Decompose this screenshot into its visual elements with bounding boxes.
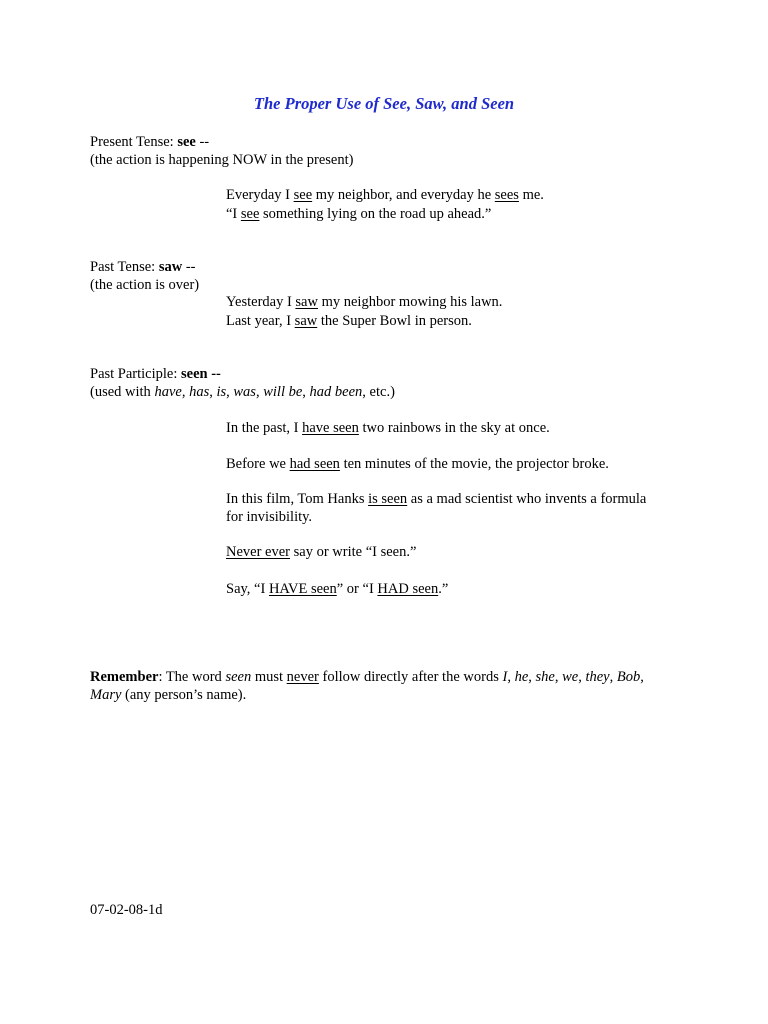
italic-word: Bob [616, 669, 641, 685]
underlined-phrase: Never ever [226, 544, 290, 560]
italic-word: Mary [90, 687, 122, 703]
text: , [181, 384, 190, 400]
text: , [226, 384, 234, 400]
text: , etc.) [362, 384, 395, 400]
italic-word: he [514, 669, 529, 685]
italic-word: she [535, 669, 555, 685]
text: In the past, I [226, 420, 303, 436]
heading-dash: -- [195, 134, 210, 150]
italic-word: had been [309, 384, 363, 400]
text: Last year, I [226, 313, 295, 329]
underlined-phrase: is seen [368, 491, 408, 507]
text: : The word [158, 669, 226, 685]
past-tense-heading [90, 258, 195, 276]
italic-word: seen [225, 669, 252, 685]
underlined-word: sees [494, 187, 519, 203]
text: .” [438, 581, 449, 597]
past-tense-note: (the action is over) [90, 277, 200, 293]
italic-word: they [585, 669, 610, 685]
remember-note-line-2 [90, 686, 246, 704]
text: , [528, 669, 536, 685]
underlined-word: saw [294, 313, 318, 329]
text: , [255, 384, 264, 400]
text: follow directly after the words [318, 669, 503, 685]
italic-word: has [189, 384, 210, 400]
italic-word: I [502, 669, 508, 685]
remember-note-line-1 [90, 668, 644, 686]
past-participle-note [90, 383, 395, 401]
participle-example-2 [226, 455, 609, 473]
participle-example-1 [226, 419, 550, 437]
participle-example-3-line-2: for invisibility. [226, 509, 313, 525]
heading-word: see [177, 134, 196, 150]
text: Before we [226, 456, 290, 472]
text: , [507, 669, 515, 685]
text: my neighbor, and everyday he [312, 187, 495, 203]
heading-label: Present Tense: [90, 134, 178, 150]
text: (any person’s name). [121, 687, 247, 703]
text: ” or “I [336, 581, 378, 597]
text: ten minutes of the movie, the projector broke. [339, 456, 609, 472]
underlined-word: saw [295, 294, 318, 310]
participle-example-4 [226, 543, 416, 561]
text: my neighbor mowing his lawn. [317, 294, 503, 310]
text: , [554, 669, 563, 685]
page-title: The Proper Use of See, Saw, and Seen [253, 94, 515, 113]
heading-word: saw [158, 259, 183, 275]
text: as a mad scientist who invents a formula [407, 491, 647, 507]
past-participle-heading [90, 365, 221, 383]
italic-word: will be [263, 384, 303, 400]
text: In this film, Tom Hanks [226, 491, 369, 507]
underlined-word: see [240, 206, 260, 222]
remember-label: Remember [90, 669, 159, 685]
text: , [609, 669, 617, 685]
underlined-phrase: had seen [289, 456, 340, 472]
underlined-word: see [293, 187, 313, 203]
heading-label: Past Tense: [90, 259, 159, 275]
text: must [251, 669, 287, 685]
text: something lying on the road up ahead.” [259, 206, 492, 222]
text: Say, “I [226, 581, 269, 597]
italic-word: have [154, 384, 182, 400]
present-example-2 [226, 205, 491, 223]
participle-example-5 [226, 580, 448, 598]
text: me. [518, 187, 544, 203]
text: , [209, 384, 217, 400]
heading-label: Past Participle: [90, 366, 182, 382]
present-tense-heading [90, 133, 209, 151]
underlined-word: never [286, 669, 319, 685]
text: say or write “I seen.” [290, 544, 417, 560]
heading-dash: -- [182, 259, 196, 275]
present-example-1 [226, 186, 544, 204]
text: , [640, 669, 644, 685]
text: “I [226, 206, 241, 222]
underlined-phrase: HAD seen [377, 581, 439, 597]
document-code: 07-02-08-1d [90, 902, 163, 918]
heading-word: seen -- [181, 366, 221, 382]
text: (used with [90, 384, 155, 400]
text: the Super Bowl in person. [317, 313, 472, 329]
past-example-2 [226, 312, 472, 330]
participle-example-3-line-1 [226, 490, 646, 508]
text: Yesterday I [226, 294, 296, 310]
present-tense-note: (the action is happening NOW in the present) [90, 152, 354, 168]
past-example-1 [226, 293, 502, 311]
underlined-phrase: have seen [302, 420, 359, 436]
text: two rainbows in the sky at once. [358, 420, 550, 436]
text: Everyday I [226, 187, 294, 203]
italic-word: is [216, 384, 227, 400]
italic-word: was [233, 384, 256, 400]
text: , [302, 384, 310, 400]
text: , [578, 669, 586, 685]
underlined-phrase: HAVE seen [268, 581, 337, 597]
italic-word: we [562, 669, 579, 685]
